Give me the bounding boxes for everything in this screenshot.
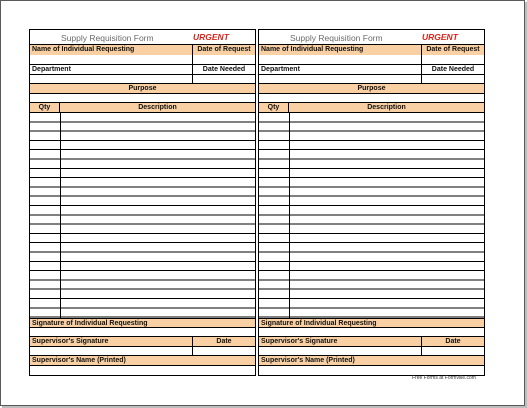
- items-header-row: [259, 103, 484, 113]
- name-header-row: [30, 45, 255, 55]
- supervisor-signature-field[interactable]: [30, 347, 193, 355]
- form-title-row: [259, 30, 484, 45]
- date-label: Date: [445, 338, 461, 345]
- requisition-form-left: [29, 29, 256, 376]
- items-header-row: [30, 103, 255, 113]
- date-label-cell: [193, 337, 255, 346]
- item-lines[interactable]: [30, 113, 255, 318]
- department-field[interactable]: [259, 75, 422, 83]
- supervisor-signature-field[interactable]: [259, 347, 422, 355]
- form-title-row: [30, 30, 255, 45]
- department-entry-row: [259, 75, 484, 84]
- form-title: Supply Requisition Form: [61, 33, 154, 43]
- name-header-row: [259, 45, 484, 55]
- date-request-field[interactable]: [422, 55, 484, 64]
- supervisor-name-label-cell: [259, 356, 484, 365]
- date-label-cell: [422, 337, 484, 346]
- description-header: [60, 103, 255, 112]
- qty-header: [259, 103, 289, 112]
- requisition-form-right: [258, 29, 485, 376]
- item-lines[interactable]: [259, 113, 484, 318]
- supervisor-signature-label-cell: [30, 337, 193, 346]
- footer-credit: Free Forms at Formville.com: [412, 375, 476, 381]
- purpose-label: Purpose: [357, 85, 386, 92]
- name-label: Name of Individual Requesting: [32, 46, 135, 53]
- name-entry-row: [259, 55, 484, 65]
- qty-label: Qty: [38, 104, 51, 111]
- date-request-label-cell: [193, 45, 255, 55]
- name-label-cell: [259, 45, 422, 55]
- supervisor-date-field[interactable]: [422, 347, 484, 355]
- name-entry-row: [30, 55, 255, 65]
- signature-field[interactable]: [30, 328, 255, 337]
- purpose-header: [30, 84, 255, 94]
- urgent-label: URGENT: [193, 32, 229, 42]
- qty-label: Qty: [267, 104, 280, 111]
- supervisor-name-header: [30, 356, 255, 366]
- supervisor-signature-label-cell: [259, 337, 422, 346]
- supervisor-signature-label: Supervisor's Signature: [32, 338, 109, 345]
- department-cell[interactable]: [30, 65, 193, 74]
- purpose-header: [259, 84, 484, 94]
- signature-label: Signature of Individual Requesting: [261, 320, 377, 327]
- signature-label-cell: [259, 319, 484, 327]
- description-label: Description: [367, 104, 406, 111]
- signature-label: Signature of Individual Requesting: [32, 320, 148, 327]
- date-request-label-cell: [422, 45, 484, 55]
- date-needed-field[interactable]: [422, 75, 484, 83]
- supervisor-name-label: Supervisor's Name (Printed): [261, 357, 355, 364]
- department-label: Department: [32, 66, 71, 73]
- name-label: Name of Individual Requesting: [261, 46, 364, 53]
- date-needed-cell[interactable]: [422, 65, 484, 74]
- purpose-field[interactable]: [30, 94, 255, 103]
- signature-label-cell: [30, 319, 255, 327]
- supervisor-name-label-cell: [30, 356, 255, 365]
- name-field[interactable]: [259, 55, 422, 64]
- signature-header: [259, 318, 484, 328]
- date-request-field[interactable]: [193, 55, 255, 64]
- purpose-field[interactable]: [259, 94, 484, 103]
- name-label-cell: [30, 45, 193, 55]
- supervisor-name-header: [259, 356, 484, 366]
- date-request-label: Date of Request: [426, 46, 480, 53]
- purpose-label: Purpose: [128, 85, 157, 92]
- supervisor-signature-entry-row: [259, 347, 484, 356]
- supervisor-signature-entry-row: [30, 347, 255, 356]
- urgent-label: URGENT: [422, 32, 458, 42]
- supervisor-signature-header: [30, 337, 255, 347]
- date-needed-label: Date Needed: [202, 66, 246, 73]
- date-needed-cell[interactable]: [193, 65, 255, 74]
- department-label: Department: [261, 66, 300, 73]
- supervisor-name-label: Supervisor's Name (Printed): [32, 357, 126, 364]
- signature-field[interactable]: [259, 328, 484, 337]
- department-cell[interactable]: [259, 65, 422, 74]
- supervisor-date-field[interactable]: [193, 347, 255, 355]
- date-label: Date: [216, 338, 232, 345]
- department-row: [259, 65, 484, 75]
- description-label: Description: [138, 104, 177, 111]
- description-header: [289, 103, 484, 112]
- supervisor-signature-header: [259, 337, 484, 347]
- supervisor-name-field[interactable]: [259, 366, 484, 375]
- department-field[interactable]: [30, 75, 193, 83]
- date-needed-field[interactable]: [193, 75, 255, 83]
- qty-column-divider: [60, 113, 61, 318]
- date-needed-label: Date Needed: [431, 66, 475, 73]
- department-entry-row: [30, 75, 255, 84]
- qty-header: [30, 103, 60, 112]
- department-row: [30, 65, 255, 75]
- date-request-label: Date of Request: [197, 46, 251, 53]
- supervisor-signature-label: Supervisor's Signature: [261, 338, 338, 345]
- name-field[interactable]: [30, 55, 193, 64]
- signature-header: [30, 318, 255, 328]
- qty-column-divider: [289, 113, 290, 318]
- supervisor-name-field[interactable]: [30, 366, 255, 375]
- form-title: Supply Requisition Form: [290, 33, 383, 43]
